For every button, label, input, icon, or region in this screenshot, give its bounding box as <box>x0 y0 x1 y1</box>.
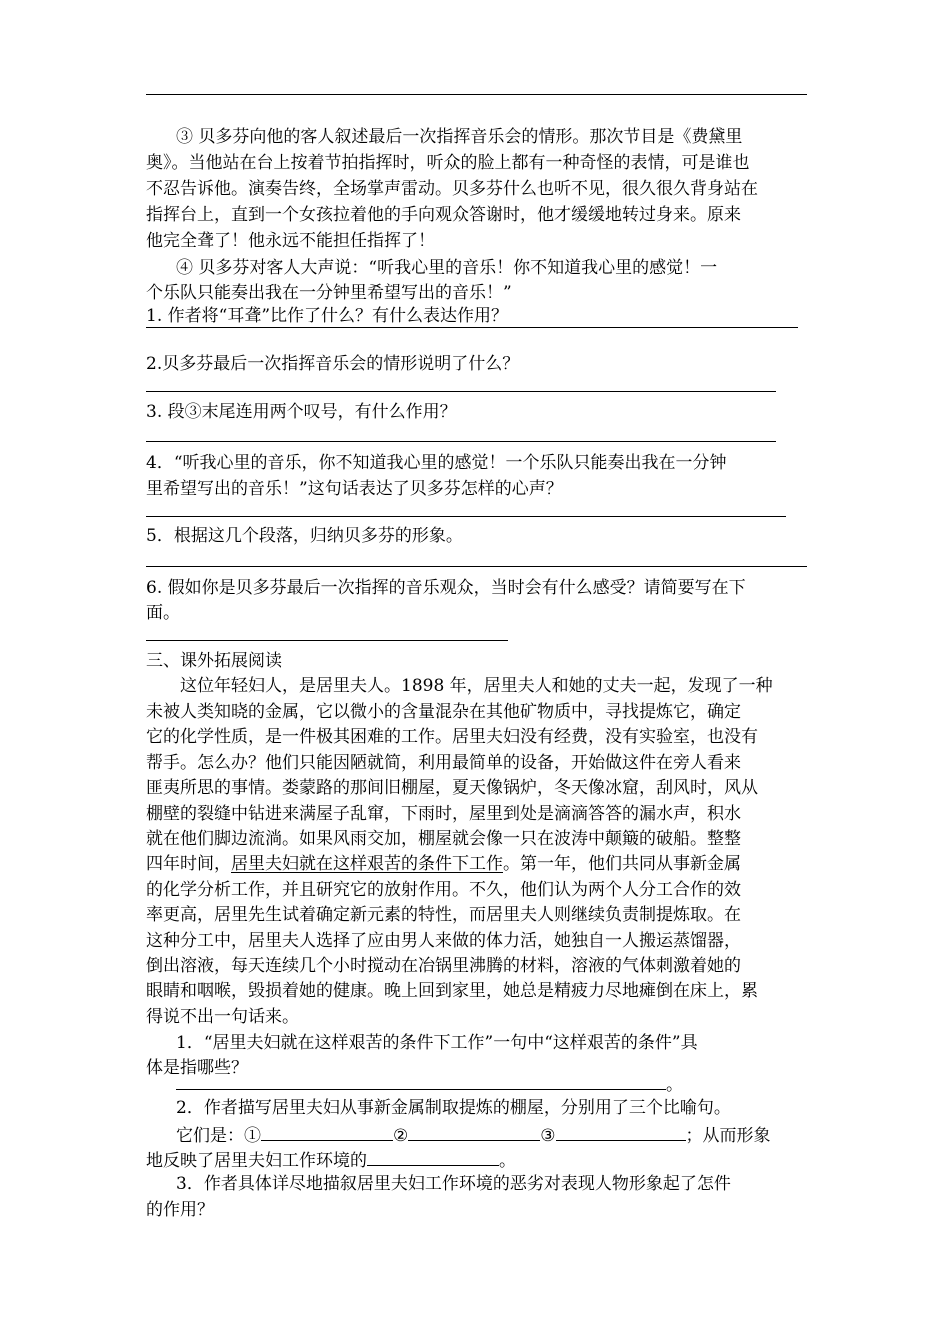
passage-line-5: 匪夷所思的事情。娄蒙路的那间旧棚屋，夏天像锅炉，冬天像冰窟，刮风时，风从 <box>146 778 758 798</box>
paragraph-3-line-5: 他完全聋了！他永远不能担任指挥了！ <box>146 231 435 251</box>
passage-line-12: 倒出溶液，每天连续几个小时搅动在冶锅里沸腾的材料，溶液的气体刺激着她的 <box>146 956 741 976</box>
answer-blank-1[interactable] <box>176 1071 666 1090</box>
question-4-line-2: 里希望写出的音乐！”这句话表达了贝多芬怎样的心声？ <box>146 479 563 499</box>
passage-line-6: 棚壁的裂缝中钻进来满屋子乱窜，下雨时，屋里到处是滴滴答答的漏水声，积水 <box>146 804 741 824</box>
part3-question-2-line-1: 2．作者描写居里夫妇从事新金属制取提炼的棚屋，分别用了三个比喻句。 <box>176 1098 731 1118</box>
header-rule <box>146 94 807 95</box>
metaphor-tail: ；从而形象 <box>685 1126 771 1146</box>
metaphor-blank-2[interactable] <box>408 1122 540 1141</box>
passage-line-7: 就在他们脚边流淌。如果风雨交加，棚屋就会像一只在波涛中颠簸的破船。整整 <box>146 829 741 849</box>
paragraph-3-line-4: 指挥台上，直到一个女孩拉着他的手向观众答谢时，他才缓缓地转过身来。原来 <box>146 205 741 225</box>
passage-line-14: 得说不出一句话来。 <box>146 1007 299 1027</box>
environment-prompt: 地反映了居里夫妇工作环境的 <box>146 1151 367 1171</box>
answer-line-2[interactable] <box>146 391 776 392</box>
answer-line-5[interactable] <box>146 566 807 567</box>
metaphor-blank-3[interactable] <box>556 1122 686 1141</box>
paragraph-3-line-1: ③ 贝多芬向他的客人叙述最后一次指挥音乐会的情形。那次节目是《费黛里 <box>176 127 743 147</box>
question-5: 5．根据这几个段落，归纳贝多芬的形象。 <box>146 526 463 546</box>
metaphor-label-3: ③ <box>540 1126 556 1146</box>
question-1: 1. 作者将“耳聋”比作了什么？有什么表达作用？ <box>146 306 509 326</box>
part3-question-3-line-1: 3．作者具体详尽地描叙居里夫妇工作环境的恶劣对表现人物形象起了怎件 <box>176 1174 731 1194</box>
question-6-line-1: 6. 假如你是贝多芬最后一次指挥的音乐观众，当时会有什么感受？请简要写在下 <box>146 578 746 598</box>
environment-period: 。 <box>499 1151 516 1171</box>
answer-line-3[interactable] <box>146 441 776 442</box>
passage-line-13: 眼睛和咽喉，毁损着她的健康。晚上回到家里，她总是精疲力尽地瘫倒在床上，累 <box>146 981 758 1001</box>
part3-question-1-line-1: 1．“居里夫妇就在这样艰苦的条件下工作”一句中“这样艰苦的条件”具 <box>176 1033 698 1053</box>
answer-line-1[interactable] <box>146 327 798 328</box>
passage-line-8-pre: 四年时间， <box>146 854 231 874</box>
underlined-sentence: 居里夫妇就在这样艰苦的条件下工作 <box>231 854 503 874</box>
metaphor-label-2: ② <box>393 1126 409 1146</box>
paragraph-4-line-2: 个乐队只能奏出我在一分钟里希望写出的音乐！” <box>146 283 512 303</box>
passage-line-1: 这位年轻妇人，是居里夫人。1898 年，居里夫人和她的丈夫一起，发现了一种 <box>180 676 773 696</box>
part3-answer-1 <box>176 1071 683 1097</box>
section-3-heading: 三、课外拓展阅读 <box>146 651 282 671</box>
part3-question-2-line-2 <box>176 1122 771 1148</box>
passage-line-8 <box>146 852 741 876</box>
passage-line-11: 这种分工中，居里夫人选择了应由男人来做的体力活，她独自一人搬运蒸馏器， <box>146 931 741 951</box>
answer-line-6[interactable] <box>146 640 508 641</box>
passage-line-3: 它的化学性质，是一件极其困难的工作。居里夫妇没有经费，没有实验室，也没有 <box>146 727 758 747</box>
passage-line-10: 率更高，居里先生试着确定新元素的特性，而居里夫人则继续负责制提炼取。在 <box>146 905 741 925</box>
part3-question-3-line-2: 的作用？ <box>146 1200 214 1220</box>
question-2: 2.贝多芬最后一次指挥音乐会的情形说明了什么？ <box>146 354 520 374</box>
part3-question-2-line-3 <box>146 1147 516 1173</box>
passage-line-4: 帮手。怎么办？他们只能因陋就简，利用最简单的设备，开始做这件在旁人看来 <box>146 753 741 773</box>
answer-1-period: 。 <box>666 1075 683 1095</box>
environment-blank[interactable] <box>367 1147 499 1166</box>
paragraph-3-line-2: 奥》。当他站在台上按着节拍指挥时，听众的脸上都有一种奇怪的表情，可是谁也 <box>146 153 750 173</box>
question-4-line-1: 4．“听我心里的音乐，你不知道我心里的感觉！一个乐队只能奏出我在一分钟 <box>146 453 727 473</box>
paragraph-4-line-1: ④ 贝多芬对客人大声说：“听我心里的音乐！你不知道我心里的感觉！一 <box>176 258 718 278</box>
passage-line-9: 的化学分析工作，并且研究它的放射作用。不久，他们认为两个人分工合作的效 <box>146 880 741 900</box>
paragraph-3-line-3: 不忍告诉他。演奏告终，全场掌声雷动。贝多芬什么也听不见，很久很久背身站在 <box>146 179 758 199</box>
metaphor-prompt: 它们是：① <box>176 1126 261 1146</box>
answer-line-4[interactable] <box>146 516 786 517</box>
passage-line-8-post: 。第一年，他们共同从事新金属 <box>503 854 741 874</box>
question-3: 3. 段③末尾连用两个叹号，有什么作用？ <box>146 402 457 422</box>
question-6-line-2: 面。 <box>146 603 180 623</box>
part3-question-1-line-2: 体是指哪些？ <box>146 1058 248 1078</box>
passage-line-2: 未被人类知晓的金属，它以微小的含量混杂在其他矿物质中，寻找提炼它，确定 <box>146 702 741 722</box>
metaphor-blank-1[interactable] <box>261 1122 393 1141</box>
